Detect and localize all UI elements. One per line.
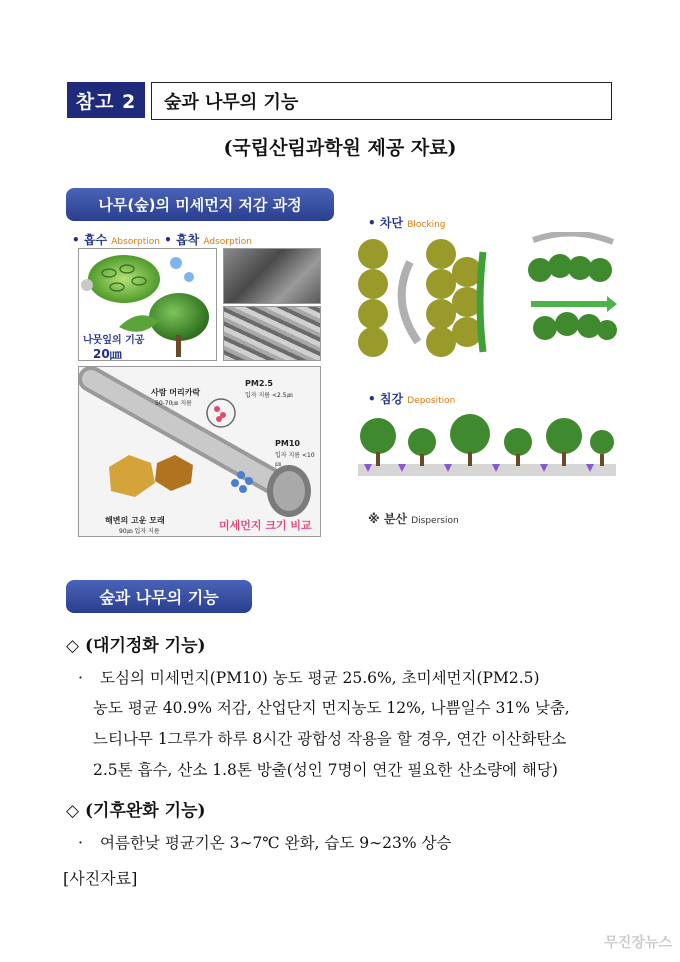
- air-line-2: 농도 평균 40.9% 저감, 산업단지 먼지농도 12%, 나쁨일수 31% 낮춤,: [93, 699, 570, 717]
- leaf-stomata-size: 20㎛: [93, 347, 122, 361]
- leaf-stomata-label: 나뭇잎의 기공: [83, 335, 145, 346]
- micrograph-bottom: [223, 306, 321, 361]
- size-compare-label: 미세먼지 크기 비교: [219, 519, 312, 532]
- absorb-adsorb-caption: • 흡수 Absorption • 흡착 Adsorption: [72, 233, 252, 247]
- dispersion-caption: ※ 분산 Dispersion: [368, 512, 459, 526]
- pm10-label: PM10: [275, 439, 300, 448]
- blocking-illustration: [355, 232, 617, 360]
- pm25-size: 입자 지름 <2.5㎛: [245, 392, 293, 399]
- blocking-caption: • 차단 Blocking: [368, 216, 446, 230]
- air-line-1: 도심의 미세먼지(PM10) 농도 평균 25.6%, 초미세먼지(PM2.5): [100, 669, 540, 687]
- pm25-label: PM2.5: [245, 379, 273, 388]
- air-line-3: 느티나무 1그루가 하루 8시간 광합성 작용을 할 경우, 연간 이산화탄소: [93, 730, 567, 748]
- watermark: 무진장뉴스: [604, 935, 672, 951]
- leaf-stomata-image: [78, 248, 217, 361]
- deposition-illustration: [358, 408, 618, 478]
- reference-title: 숲과 나무의 기능: [151, 82, 612, 120]
- sand-size: 90㎛ 입자 지름: [119, 528, 160, 535]
- section-title-banner: 숲과 나무의 기능: [66, 580, 252, 613]
- climate-line: 여름한낮 평균기온 3∼7℃ 완화, 습도 9∼23% 상승: [100, 834, 452, 852]
- deposition-caption: • 침강 Deposition: [368, 392, 456, 406]
- particle-size-comparison: [78, 366, 321, 537]
- pm10-size: 입자 지름 <10㎛: [275, 452, 315, 468]
- photos-label: [사진자료]: [63, 869, 138, 888]
- air-line-4: 2.5톤 흡수, 산소 1.8톤 방출(성인 7명이 연간 필요한 산소량에 해당): [93, 761, 558, 779]
- air-purification-heading: ◇ (대기정화 기능): [66, 636, 206, 656]
- reference-tag: 참고 2: [67, 82, 145, 118]
- micrograph-top: [223, 248, 321, 304]
- sand-label: 해변의 고운 모래: [105, 516, 165, 525]
- process-title-banner: 나무(숲)의 미세먼지 저감 과정: [66, 188, 334, 221]
- air-bullet: ·: [78, 669, 83, 687]
- source-note: (국립산림과학원 제공 자료): [223, 137, 457, 159]
- climate-heading: ◇ (기후완화 기능): [66, 801, 206, 821]
- hair-label: 사람 머리카락: [151, 388, 201, 397]
- climate-bullet: ·: [78, 834, 83, 852]
- hair-size: 50-70㎛ 지름: [155, 400, 192, 407]
